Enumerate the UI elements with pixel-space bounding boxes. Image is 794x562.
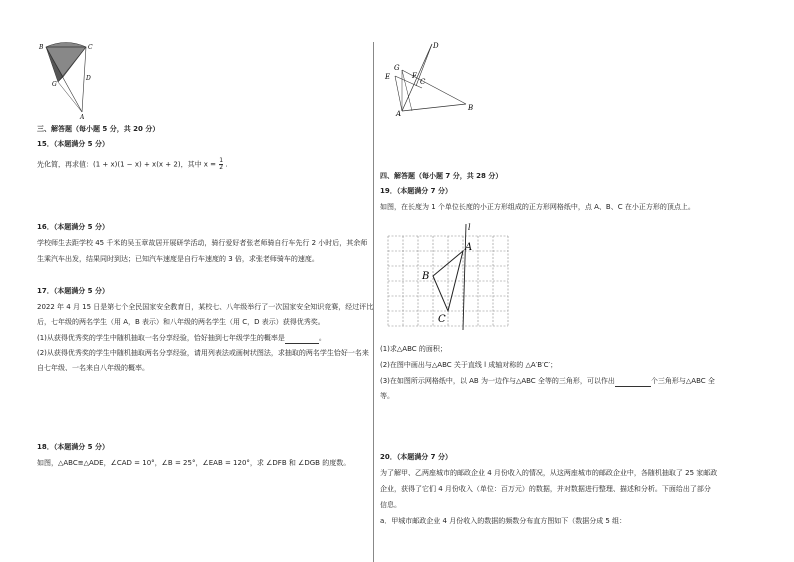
label-F: F [412, 72, 417, 80]
figure-congruent-triangles [382, 40, 476, 116]
q15-body: 先化简，再求值：(1 + x)(1 − x) + x(x + 2)，其中 x = [37, 160, 217, 169]
q20-title: 20．（本题满分 7 分） [380, 453, 452, 461]
q16-line1: 学校师生去距学校 45 千米的吴玉章故居开展研学活动，骑行爱好者张老师骑自行车先行 2 小时后，其余师 [37, 239, 368, 247]
label-B: B [39, 44, 44, 51]
q17-line2: 后，七年级的两名学生（用 A，B 表示）和八年级的两名学生（用 C，D 表示）获得优秀奖。 [37, 318, 325, 326]
q17-line3-text: (1)从获得优秀奖的学生中随机抽取一名分享经验，恰好抽到七年级学生的概率是 [37, 334, 285, 342]
q15-frac-num: 1 [219, 157, 224, 164]
label-A: A [465, 242, 473, 253]
q17-title: 17．（本题满分 5 分） [37, 287, 109, 295]
q19-part2: (2)在图中画出与△ABC 关于直线 l 成轴对称的 △A′B′C′； [380, 361, 558, 369]
q17-line1: 2022 年 4 月 15 日是第七个全民国家安全教育日，某校七、八年级举行了一次国家安全知识竞赛，经过评比 [37, 303, 374, 311]
q15-title: 15．（本题满分 5 分） [37, 140, 109, 148]
figure-triangle-sector [36, 40, 96, 120]
q17-line4: (2)从获得优秀奖的学生中随机抽取两名分享经验，请用列表法或画树状图法，求抽取的两名学生恰好一名来 [37, 349, 369, 357]
q19-text: 如图，在长度为 1 个单位长度的小正方形组成的正方形网格纸中，点 A、B、C 在小正方形的顶点上。 [380, 203, 695, 211]
q20-line4: a．甲城市邮政企业 4 月份收入的数据的频数分布直方图如下（数据分成 5 组： [380, 517, 627, 525]
label-D: D [86, 75, 91, 82]
q19-answer-blank[interactable] [615, 377, 651, 387]
axis-line-l [463, 224, 466, 330]
q19-part3-text: (3)在如图所示网格纸中，以 AB 为一边作与△ABC 全等的三角形，可以作出 [380, 377, 615, 385]
label-D: D [433, 42, 439, 50]
column-divider [373, 42, 374, 562]
label-G: G [394, 64, 400, 72]
q20-line1: 为了解甲、乙两座城市的邮政企业 4 月份收入的情况，从这两座城市的邮政企业中，各随机抽取了 25 家邮政 [380, 469, 718, 477]
q17-line5: 自七年级、一名来自八年级的概率。 [37, 364, 149, 372]
q20-line3: 信息。 [380, 501, 401, 509]
label-E: E [385, 73, 391, 81]
label-l: l [468, 223, 471, 232]
q19-part3-end: 个三角形与△ABC 全 [650, 377, 715, 385]
section4-header: 四、解答题（每小题 7 分，共 28 分） [380, 172, 503, 180]
q17-answer-blank[interactable] [285, 334, 319, 344]
label-A: A [80, 114, 85, 120]
q18-title: 18．（本题满分 5 分） [37, 443, 109, 451]
q16-title: 16．（本题满分 5 分） [37, 223, 109, 231]
q19-part3 [380, 377, 715, 387]
q15-text [37, 158, 228, 171]
q15-end: . [225, 160, 228, 169]
q20-line2: 企业，获得了它们 4 月份收入（单位：百万元）的数据，并对数据进行整理、描述和分析。下面给出了部分 [380, 485, 711, 493]
q17-line3 [37, 334, 326, 344]
label-C: C [420, 78, 426, 86]
q18-text: 如图，△ABC≌△ADE，∠CAD = 10°，∠B = 25°，∠EAB = 120°，求 ∠DFB 和 ∠DGB 的度数。 [37, 459, 351, 467]
section3-header: 三、解答题（每小题 5 分，共 20 分） [37, 125, 160, 133]
label-B: B [422, 271, 430, 282]
q15-fraction [219, 158, 223, 171]
q16-line2: 生乘汽车出发，结果同时到达；已知汽车速度是自行车速度的 3 倍，求张老师骑车的速度。 [37, 255, 319, 263]
q19-title: 19．（本题满分 7 分） [380, 187, 452, 195]
q19-part1: (1)求△ABC 的面积； [380, 345, 447, 353]
label-C: C [438, 314, 446, 325]
q19-part3-line2: 等。 [380, 392, 394, 400]
label-G: G [52, 81, 57, 88]
q17-line3-end: 。 [318, 334, 326, 342]
q15-frac-den: 2 [219, 164, 224, 171]
label-B: B [468, 104, 474, 112]
q19-grid-figure [384, 220, 514, 330]
label-A: A [396, 110, 402, 116]
label-C: C [88, 44, 93, 51]
